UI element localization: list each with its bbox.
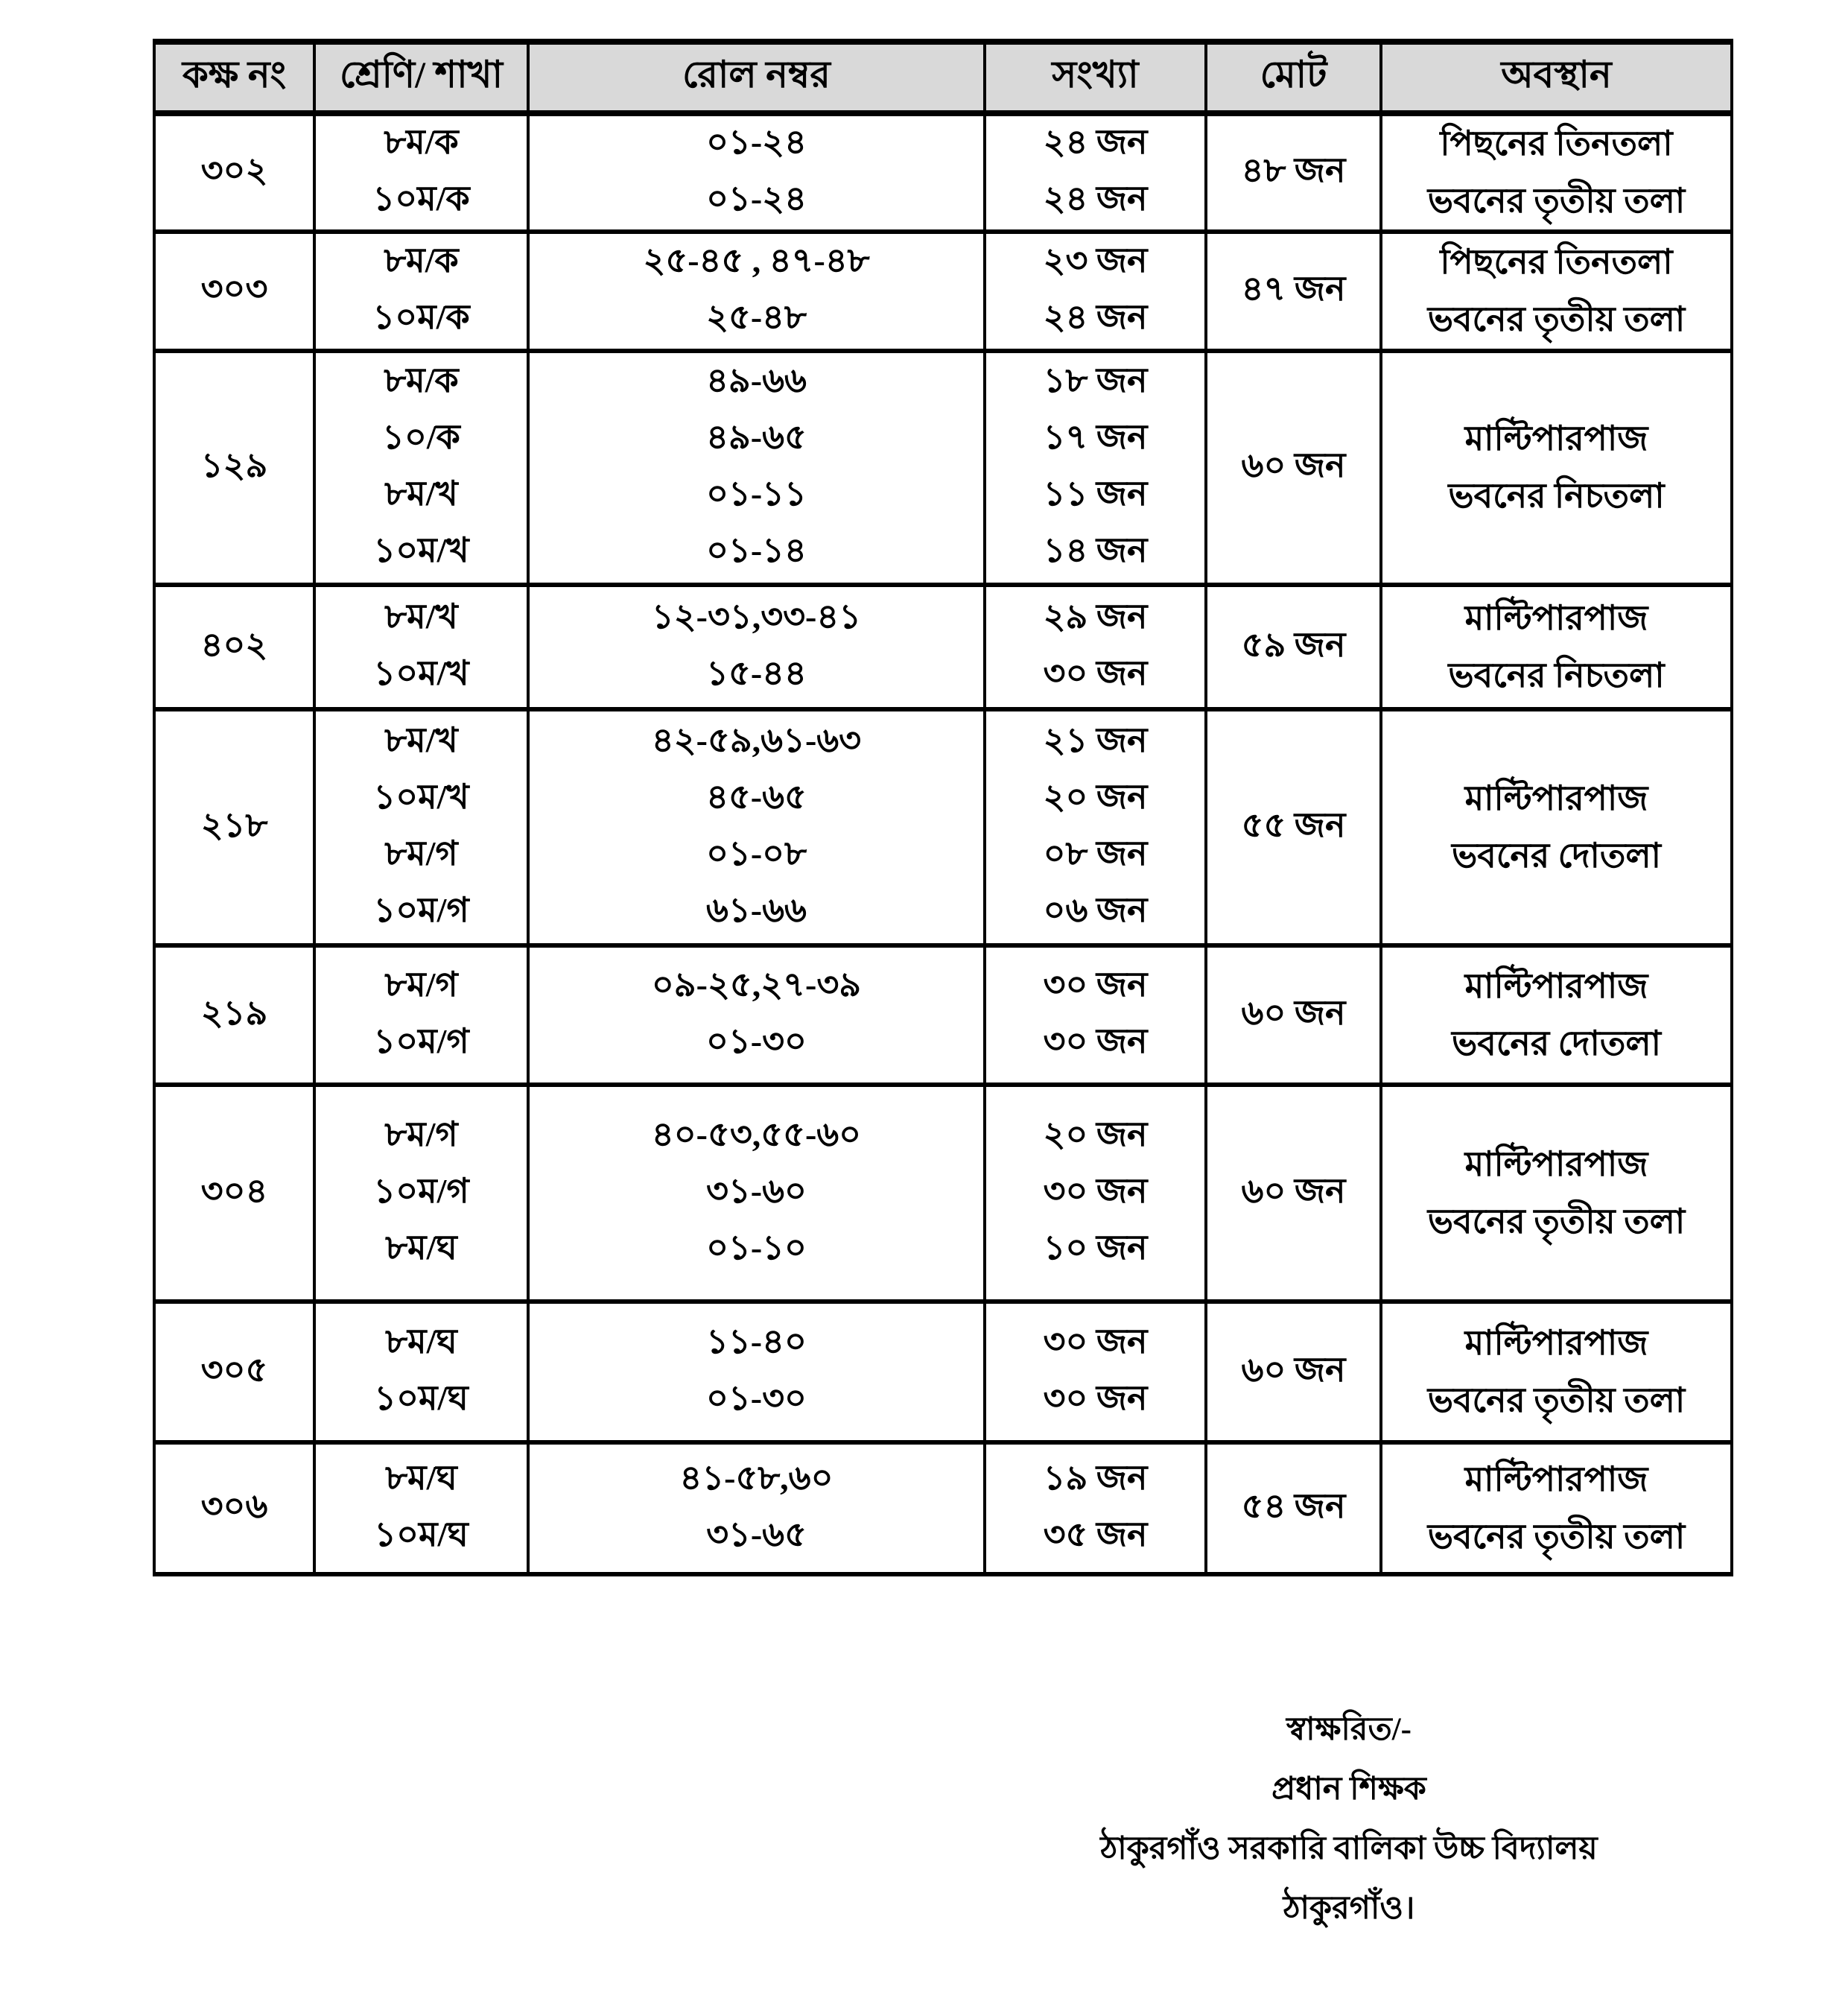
room-cell: ৩০৪ [154, 1085, 314, 1302]
total-cell: ৪৭ জন [1206, 232, 1381, 351]
roll-cell [528, 113, 985, 232]
location-line: মাল্টিপারপাজ [1464, 598, 1648, 637]
total-cell: ৬০ জন [1206, 945, 1381, 1085]
class-cell [314, 1442, 528, 1574]
roll-cell [528, 232, 985, 351]
class-cell [314, 232, 528, 351]
count-line: ২৯ জন [1043, 597, 1148, 635]
col-header-count: সংখ্যা [985, 42, 1206, 113]
total-cell: ৬০ জন [1206, 1302, 1381, 1442]
class-cell [314, 1302, 528, 1442]
school-place: ঠাকুরগাঁও। [1283, 1891, 1415, 1926]
total-cell: ৪৮ জন [1206, 113, 1381, 232]
roll-line: ৪৫-৬৫ [706, 777, 807, 816]
location-line: ভবনের নিচতলা [1448, 477, 1665, 515]
total-cell: ৫৪ জন [1206, 1442, 1381, 1574]
count-cell [985, 1442, 1206, 1574]
location-line: মাল্টিপারপাজ [1464, 1323, 1648, 1362]
class-line: ৮ম/গ [384, 834, 458, 872]
roll-line: ৪৯-৬৫ [706, 418, 807, 456]
count-line: ২৪ জন [1043, 123, 1148, 161]
location-line: পিছনের তিনতলা [1440, 124, 1673, 163]
roll-line: ০১-২৪ [706, 180, 807, 218]
table-row [154, 113, 1732, 232]
location-cell [1381, 232, 1732, 351]
class-line: ১০ম/গ [373, 1171, 469, 1210]
count-line: ৩৫ জন [1043, 1515, 1148, 1553]
roll-line: ৪১-৫৮,৬০ [679, 1458, 833, 1497]
location-line: ভবনের তৃতীয় তলা [1427, 1517, 1686, 1556]
roll-cell [528, 585, 985, 709]
count-line: ২১ জন [1043, 720, 1148, 759]
roll-line: ০১-১০ [706, 1228, 807, 1267]
roll-line: ০১-৩০ [706, 1378, 807, 1417]
location-line: পিছনের তিনতলা [1440, 243, 1673, 282]
signature-block [902, 1700, 1796, 1939]
count-line: ২০ জন [1043, 777, 1148, 816]
seating-table [153, 39, 1733, 1576]
roll-line: ১২-৩১,৩৩-৪১ [651, 597, 862, 635]
location-line: মাল্টিপারপাজ [1464, 1144, 1648, 1183]
class-line: ৮ম/ঘ [385, 1228, 457, 1267]
location-line: ভবনের তৃতীয় তলা [1427, 1381, 1686, 1419]
location-line: ভবনের নিচতলা [1448, 656, 1665, 694]
count-cell [985, 709, 1206, 945]
room-cell: ৩০৫ [154, 1302, 314, 1442]
roll-cell [528, 1442, 985, 1574]
total-cell: ৫৯ জন [1206, 585, 1381, 709]
count-line: ১৪ জন [1043, 531, 1148, 569]
col-header-total: মোট [1206, 42, 1381, 113]
location-line: মাল্টিপারপাজ [1464, 419, 1648, 458]
location-line: মাল্টিপারপাজ [1464, 966, 1648, 1005]
class-line: ১০ম/খ [373, 531, 469, 569]
col-header-class-section: শ্রেণি/ শাখা [314, 42, 528, 113]
class-line: ১০ম/খ [373, 777, 469, 816]
headmaster-title: প্রধান শিক্ষক [1271, 1772, 1426, 1807]
header-row [154, 42, 1732, 113]
class-line: ১০ম/ঘ [374, 1378, 469, 1417]
table-row [154, 945, 1732, 1085]
count-line: ৩০ জন [1043, 653, 1148, 692]
roll-line: ০১-৩০ [706, 1021, 807, 1060]
class-line: ৮ম/ঘ [385, 1322, 457, 1360]
count-line: ৩০ জন [1043, 965, 1148, 1004]
count-line: ২৩ জন [1043, 241, 1148, 279]
room-cell: ২১৯ [154, 945, 314, 1085]
count-line: ১৯ জন [1043, 1458, 1148, 1497]
class-cell [314, 351, 528, 585]
class-line: ১০ম/ক [372, 298, 470, 336]
class-line: ১০ম/খ [373, 653, 469, 692]
col-header-room: কক্ষ নং [154, 42, 314, 113]
table-row [154, 232, 1732, 351]
room-cell: ৩০৬ [154, 1442, 314, 1574]
roll-line: ৪০-৫৩,৫৫-৬০ [651, 1115, 862, 1153]
room-cell: ২১৮ [154, 709, 314, 945]
roll-line: ৬১-৬৬ [706, 890, 807, 929]
class-line: ১০ম/ক [372, 180, 470, 218]
roll-line: ৩১-৬০ [706, 1171, 807, 1210]
class-line: ৮ম/গ [384, 965, 458, 1004]
roll-line: ০১-০৮ [706, 834, 807, 872]
count-cell [985, 1302, 1206, 1442]
signed-label: স্বাক্ষরিত/- [1286, 1712, 1412, 1747]
roll-line: ২৫-৪৮ [706, 298, 807, 336]
roll-line: ০১-২৪ [706, 123, 807, 161]
count-line: ৩০ জন [1043, 1378, 1148, 1417]
location-cell [1381, 709, 1732, 945]
roll-line: ১১-৪০ [706, 1322, 807, 1360]
roll-line: ৪২-৫৯,৬১-৬৩ [651, 720, 862, 759]
count-cell [985, 1085, 1206, 1302]
count-cell [985, 945, 1206, 1085]
location-cell [1381, 351, 1732, 585]
location-cell [1381, 113, 1732, 232]
count-line: ৩০ জন [1043, 1021, 1148, 1060]
class-line: ১০ম/ঘ [374, 1515, 469, 1553]
class-line: ৮ম/খ [384, 720, 458, 759]
roll-line: ০১-১১ [706, 475, 807, 513]
location-cell [1381, 945, 1732, 1085]
count-cell [985, 232, 1206, 351]
total-cell: ৬০ জন [1206, 1085, 1381, 1302]
location-cell [1381, 1302, 1732, 1442]
class-line: ৮ম/ক [384, 361, 459, 399]
count-line: ১৮ জন [1043, 361, 1148, 399]
roll-line: ২৫-৪৫ , ৪৭-৪৮ [643, 241, 870, 279]
table-row [154, 585, 1732, 709]
count-line: ৩০ জন [1043, 1171, 1148, 1210]
table-row [154, 709, 1732, 945]
col-header-location: অবস্থান [1381, 42, 1732, 113]
count-line: ৩০ জন [1043, 1322, 1148, 1360]
room-cell: ৩০২ [154, 113, 314, 232]
count-line: ১০ জন [1043, 1228, 1148, 1267]
table-row [154, 1302, 1732, 1442]
count-line: ১৭ জন [1043, 418, 1148, 456]
total-cell: ৬০ জন [1206, 351, 1381, 585]
count-line: ১১ জন [1043, 475, 1148, 513]
location-cell [1381, 1085, 1732, 1302]
location-line: ভবনের দোতলা [1452, 836, 1661, 875]
roll-cell [528, 1302, 985, 1442]
count-cell [985, 351, 1206, 585]
class-cell [314, 585, 528, 709]
room-cell: ৩০৩ [154, 232, 314, 351]
roll-cell [528, 1085, 985, 1302]
count-line: ২৪ জন [1043, 180, 1148, 218]
room-cell: ১২৯ [154, 351, 314, 585]
class-line: ৮ম/খ [384, 475, 458, 513]
class-cell [314, 945, 528, 1085]
roll-line: ৪৯-৬৬ [706, 361, 807, 399]
location-line: মাল্টিপারপাজ [1464, 1459, 1648, 1498]
class-line: ১০/ক [382, 418, 460, 456]
table-body [154, 113, 1732, 1574]
class-line: ৮ম/ক [384, 241, 459, 279]
class-line: ৮ম/খ [384, 597, 458, 635]
roll-line: ০৯-২৫,২৭-৩৯ [651, 965, 862, 1004]
location-cell [1381, 585, 1732, 709]
roll-cell [528, 945, 985, 1085]
location-line: ভবনের দোতলা [1452, 1024, 1661, 1062]
location-cell [1381, 1442, 1732, 1574]
roll-line: ৩১-৬৫ [706, 1515, 807, 1553]
total-cell: ৫৫ জন [1206, 709, 1381, 945]
class-line: ৮ম/গ [384, 1115, 458, 1153]
location-line: ভবনের তৃতীয় তলা [1427, 182, 1686, 220]
roll-line: ১৫-৪৪ [706, 653, 807, 692]
count-line: ২০ জন [1043, 1115, 1148, 1153]
table-row [154, 1085, 1732, 1302]
location-line: ভবনের তৃতীয় তলা [1427, 1202, 1686, 1240]
class-cell [314, 1085, 528, 1302]
table-row [154, 1442, 1732, 1574]
count-line: ২৪ জন [1043, 298, 1148, 336]
class-line: ৮ম/ক [384, 123, 459, 161]
count-cell [985, 585, 1206, 709]
class-line: ১০ম/গ [373, 890, 469, 929]
location-line: ভবনের তৃতীয় তলা [1427, 300, 1686, 338]
location-line: মাল্টিপারপাজ [1464, 779, 1648, 817]
room-cell: ৪০২ [154, 585, 314, 709]
table-row [154, 351, 1732, 585]
class-cell [314, 709, 528, 945]
roll-cell [528, 709, 985, 945]
school-name: ঠাকুরগাঁও সরকারি বালিকা উচ্চ বিদ্যালয় [1100, 1831, 1598, 1866]
count-line: ০৬ জন [1043, 890, 1148, 929]
class-line: ৮ম/ঘ [385, 1458, 457, 1497]
count-cell [985, 113, 1206, 232]
count-line: ০৮ জন [1043, 834, 1148, 872]
class-line: ১০ম/গ [373, 1021, 469, 1060]
col-header-roll: রোল নম্বর [528, 42, 985, 113]
roll-line: ০১-১৪ [706, 531, 807, 569]
roll-cell [528, 351, 985, 585]
class-cell [314, 113, 528, 232]
